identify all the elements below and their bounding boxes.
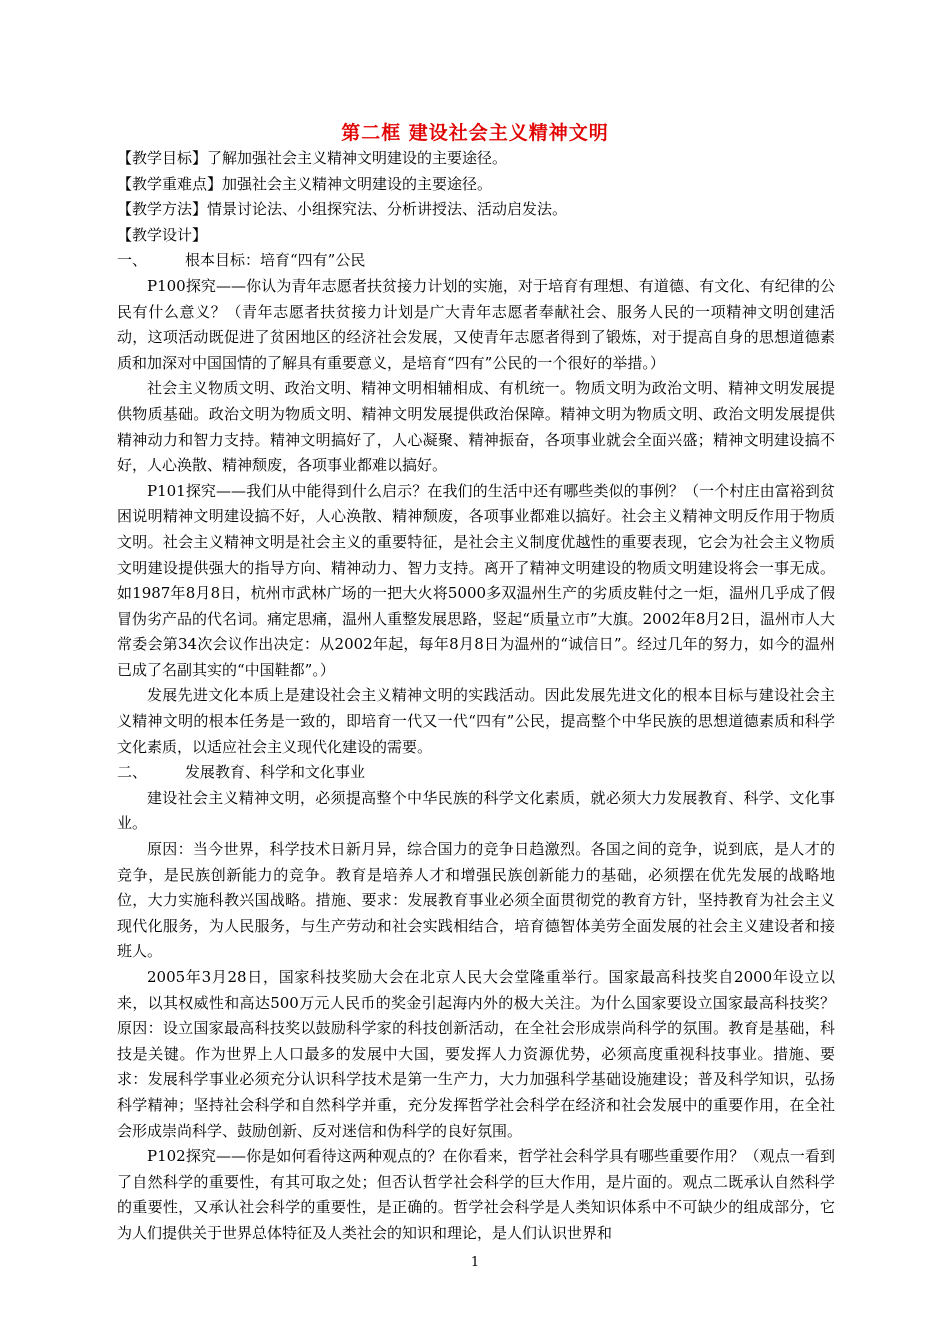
paragraph: 建设社会主义精神文明，必须提高整个中华民族的科学文化素质，就必须大力发展教育、科学、文化事业。 [117,788,835,833]
teaching-key-points: 【教学重难点】加强社会主义精神文明建设的主要途径。 [117,174,493,193]
section-number: 一、 [117,251,148,270]
paragraph: 2005年3月28日，国家科技奖励大会在北京人民大会堂隆重举行。国家最高科技奖自2000年设立以来，以其权威性和高达500万元人民币的奖金引起海内外的极大关注。为什么国家要设立国家最高科技奖？原因：设立国家最高科技奖以鼓励科学家的科技创新活动，在全社会形成崇尚科学的氛围。教育是基础，科技是关键。作为世界上人口最多的发展中大国，要发挥人力资源优势，必须高度重视科技事业。措施、要求：发展科学事业必须充分认识科学技术是第一生产力，大力加强科学基础设施建设；普及科学知识，弘扬科学精神；坚持社会科学和自然科学并重，充分发挥哲学社会科学在经济和社会发展中的重要作用，在全社会形成崇尚科学、鼓励创新、反对迷信和伪科学的良好氛围。 [117,968,835,1140]
paragraph: P102探究——你是如何看待这两种观点的？在你看来，哲学社会科学具有哪些重要作用？（观点一看到了自然科学的重要性，有其可取之处；但否认哲学社会科学的巨大作用，是片面的。观点二既承认自然科学的重要性，又承认社会科学的重要性，是正确的。哲学社会科学是人类知识体系中不可缺少的组成部分，它为人们提供关于世界总体特征及人类社会的知识和理论，是人们认识世界和 [117,1147,835,1242]
section-title: 发展教育、科学和文化事业 [185,763,366,782]
page-number: 1 [470,1255,480,1270]
document-body [117,146,835,1247]
section-heading-2 [117,760,835,786]
teaching-methods: 【教学方法】情景讨论法、小组探究法、分析讲授法、活动启发法。 [117,200,568,219]
section-heading-1 [117,248,835,274]
teaching-design-heading: 【教学设计】 [117,225,208,244]
document-title: 第二框 建设社会主义精神文明 [341,122,609,144]
section-number: 二、 [117,763,148,782]
paragraph: P101探究——我们从中能得到什么启示？在我们的生活中还有哪些类似的事例？（一个村庄由富裕到贫困说明精神文明建设搞不好，人心涣散、精神颓废，各项事业都难以搞好。社会主义精神文明反作用于物质文明。社会主义精神文明是社会主义的重要特征，是社会主义制度优越性的重要表现，它会为社会主义物质文明建设提供强大的指导方向、精神动力、智力支持。离开了精神文明建设的物质文明建设将会一事无成。如1987年8月8日，杭州市武林广场的一把大火将5000多双温州生产的劣质皮鞋付之一炬，温州几乎成了假冒伪劣产品的代名词。痛定思痛，温州人重整发展思路，竖起“质量立市”大旗。2002年8月2日，温州市人大常委会第34次会议作出决定：从2002年起，每年8月8日为温州的“诚信日”。经过几年的努力，如今的温州已成了名副其实的“中国鞋都”。） [117,481,835,679]
section-title: 根本目标：培育“四有”公民 [185,251,366,270]
teaching-objective: 【教学目标】了解加强社会主义精神文明建设的主要途径。 [117,149,508,167]
paragraph: 原因：当今世界，科学技术日新月异，综合国力的竞争日趋激烈。各国之间的竞争，说到底，是人才的竞争，是民族创新能力的竞争。教育是培养人才和增强民族创新能力的基础，必须摆在优先发展的战略地位，大力实施科教兴国战略。措施、要求：发展教育事业必须全面贯彻党的教育方针，坚持教育为社会主义现代化服务，为人民服务，与生产劳动和社会实践相结合，培育德智体美劳全面发展的社会主义建设者和接班人。 [117,840,835,961]
paragraph: P100探究——你认为青年志愿者扶贫接力计划的实施，对于培育有理想、有道德、有文化、有纪律的公民有什么意义？（青年志愿者扶贫接力计划是广大青年志愿者奉献社会、服务人民的一项精神文明创建活动，这项活动既促进了贫困地区的经济社会发展，又使青年志愿者得到了锻炼，对于提高自身的思想道德素质和加深对中国国情的了解具有重要意义，是培育“四有”公民的一个很好的举措。） [117,276,835,372]
paragraph: 社会主义物质文明、政治文明、精神文明相辅相成、有机统一。物质文明为政治文明、精神文明发展提供物质基础。政治文明为物质文明、精神文明发展提供政治保障。精神文明为物质文明、政治文明发展提供精神动力和智力支持。精神文明搞好了，人心凝聚、精神振奋，各项事业就会全面兴盛；精神文明建设搞不好，人心涣散、精神颓废，各项事业都难以搞好。 [117,379,835,475]
paragraph: 发展先进文化本质上是建设社会主义精神文明的实践活动。因此发展先进文化的根本目标与建设社会主义精神文明的根本任务是一致的，即培育一代又一代“四有”公民，提高整个中华民族的思想道德素质和科学文化素质，以适应社会主义现代化建设的需要。 [117,686,835,756]
